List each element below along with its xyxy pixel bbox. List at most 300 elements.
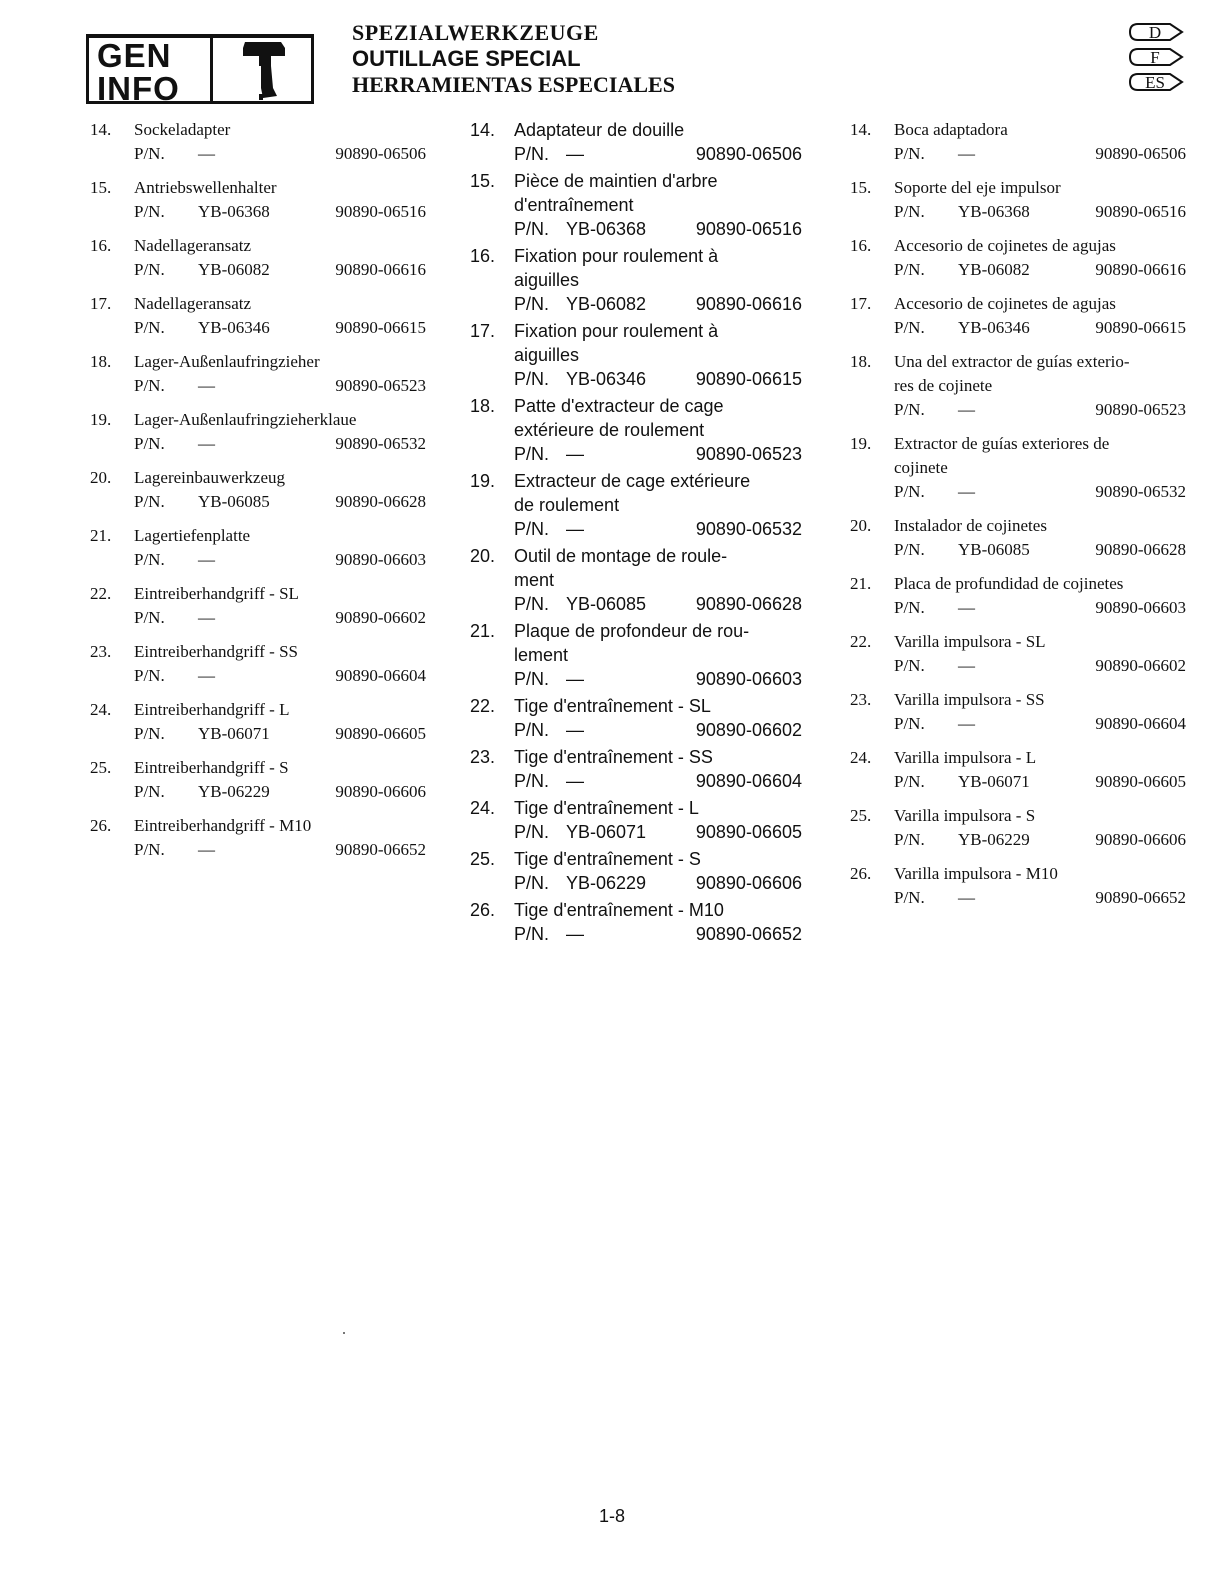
- tool-name-line: [90, 466, 430, 490]
- tool-name-line: [470, 193, 806, 217]
- tool-item: [850, 350, 1190, 422]
- item-number: [470, 493, 514, 517]
- item-number: 22.: [90, 584, 112, 603]
- tool-name: Tige d'entraînement - M10: [514, 900, 724, 920]
- tool-name-line: [470, 394, 806, 418]
- part-number-row: [90, 664, 430, 688]
- part-code: 90890-06615: [335, 318, 426, 337]
- part-number-label: P/N.: [134, 724, 165, 743]
- part-number-label: P/N.: [134, 666, 165, 685]
- tool-name: Lager-Außenlaufringzieherklaue: [134, 410, 357, 429]
- part-code: 90890-06652: [335, 840, 426, 859]
- part-number-label: P/N.: [894, 260, 925, 279]
- part-code: 90890-06604: [695, 771, 802, 791]
- tool-name-line: [90, 234, 430, 258]
- part-number-label: P/N.: [894, 656, 925, 675]
- yb-number: —: [958, 400, 975, 419]
- part-number-label: P/N.: [514, 294, 550, 314]
- yb-number: —: [958, 714, 975, 733]
- part-number-row: [470, 517, 806, 541]
- language-label-es: ES: [1145, 73, 1165, 92]
- item-number: 21.: [90, 526, 112, 545]
- tool-name: Eintreiberhandgriff - SL: [134, 584, 299, 603]
- tool-name-line: [90, 350, 430, 374]
- tool-name: Eintreiberhandgriff - M10: [134, 816, 312, 835]
- part-number-label: P/N.: [514, 444, 550, 464]
- part-code: 90890-06628: [1095, 540, 1186, 559]
- tool-item: [90, 814, 430, 862]
- tool-name: Patte d'extracteur de cage: [514, 396, 724, 416]
- tool-item: [470, 898, 806, 946]
- tool-item: [850, 688, 1190, 736]
- tool-name: Tige d'entraînement - S: [514, 849, 701, 869]
- column-spanish: [850, 118, 1190, 920]
- part-number-label: P/N.: [514, 219, 550, 239]
- tool-name-line: [470, 745, 806, 769]
- tool-name-line: [470, 847, 806, 871]
- tool-name: res de cojinete: [894, 376, 993, 395]
- tool-name-line: [850, 292, 1190, 316]
- part-number-row: [470, 769, 806, 793]
- tool-name-line: [90, 292, 430, 316]
- title-de: SPEZIALWERKZEUGE: [352, 20, 599, 45]
- part-number-row: [90, 258, 430, 282]
- item-number: 26.: [850, 864, 872, 883]
- tool-name: Pièce de maintien d'arbre: [514, 171, 718, 191]
- part-number-label: P/N.: [894, 318, 925, 337]
- part-number-row: [850, 712, 1190, 736]
- tool-name-line: [850, 746, 1190, 770]
- part-number-row: [470, 367, 806, 391]
- part-number-row: [470, 871, 806, 895]
- yb-number: —: [566, 771, 584, 791]
- tool-item: [850, 804, 1190, 852]
- tool-name-line: [850, 374, 1190, 398]
- item-number: 24.: [470, 798, 496, 818]
- item-number: 25.: [470, 849, 496, 869]
- tool-name-line: [470, 469, 806, 493]
- tool-item: [90, 698, 430, 746]
- part-number-label: P/N.: [514, 822, 550, 842]
- part-number-label: P/N.: [514, 669, 550, 689]
- part-code: 90890-06615: [695, 369, 802, 389]
- part-number-row: [90, 722, 430, 746]
- part-number-row: [90, 490, 430, 514]
- part-number-row: [470, 217, 806, 241]
- part-number-row: [470, 292, 806, 316]
- item-number: 23.: [90, 642, 112, 661]
- tool-name: Lagereinbauwerkzeug: [134, 468, 286, 487]
- part-number-label: P/N.: [894, 540, 925, 559]
- part-number-label: P/N.: [894, 772, 925, 791]
- yb-number: —: [198, 840, 215, 859]
- yb-number: —: [198, 434, 215, 453]
- part-code: 90890-06628: [335, 492, 426, 511]
- tool-name: Adaptateur de douille: [514, 120, 685, 140]
- tool-name: d'entraînement: [514, 195, 634, 215]
- yb-number: YB-06346: [198, 318, 270, 337]
- part-code: 90890-06652: [695, 924, 802, 944]
- tool-item: [470, 394, 806, 466]
- item-number: [470, 568, 514, 592]
- badge-line-info: INFO: [97, 70, 180, 107]
- part-number-row: [470, 820, 806, 844]
- tool-name: Fixation pour roulement à: [514, 321, 719, 341]
- part-code: 90890-06602: [695, 720, 802, 740]
- yb-number: —: [566, 144, 584, 164]
- part-number-label: P/N.: [134, 202, 165, 221]
- tool-item: [470, 319, 806, 391]
- tool-item: [470, 619, 806, 691]
- tool-item: [850, 514, 1190, 562]
- item-number: 23.: [470, 747, 496, 767]
- tool-item: [90, 118, 430, 166]
- yb-number: YB-06082: [198, 260, 270, 279]
- tool-item: [850, 630, 1190, 678]
- yb-number: —: [198, 608, 215, 627]
- tool-name: Eintreiberhandgriff - S: [134, 758, 289, 777]
- tool-name-line: [470, 619, 806, 643]
- tool-name: Nadellageransatz: [134, 294, 252, 313]
- tool-name: de roulement: [514, 495, 620, 515]
- part-number-row: [90, 606, 430, 630]
- item-number: [470, 343, 514, 367]
- item-number: 20.: [470, 546, 496, 566]
- tool-name: ment: [514, 570, 555, 590]
- tool-name-line: [90, 698, 430, 722]
- part-number-row: [90, 432, 430, 456]
- item-number: 25.: [850, 806, 872, 825]
- yb-number: YB-06071: [958, 772, 1030, 791]
- part-code: 90890-06606: [695, 873, 802, 893]
- section-titles: [352, 20, 675, 98]
- tool-name-line: [470, 544, 806, 568]
- item-number: 15.: [470, 171, 496, 191]
- part-code: 90890-06532: [335, 434, 426, 453]
- tool-name-line: [850, 456, 1190, 480]
- item-number: 15.: [850, 178, 872, 197]
- yb-number: —: [958, 888, 975, 907]
- item-number: [470, 643, 514, 667]
- tool-name-line: [470, 244, 806, 268]
- tool-name: Instalador de cojinetes: [894, 516, 1047, 535]
- part-number-label: P/N.: [894, 144, 925, 163]
- scan-speck: [343, 1332, 345, 1334]
- tool-item: [90, 756, 430, 804]
- tool-name: Tige d'entraînement - SS: [514, 747, 713, 767]
- item-number: 14.: [850, 120, 872, 139]
- tool-name: lement: [514, 645, 569, 665]
- part-number-label: P/N.: [134, 318, 165, 337]
- tool-name-line: [90, 582, 430, 606]
- yb-number: YB-06368: [566, 219, 647, 239]
- yb-number: YB-06229: [958, 830, 1030, 849]
- column-french: [470, 118, 806, 949]
- part-code: 90890-06615: [1095, 318, 1186, 337]
- part-code: 90890-06506: [695, 144, 802, 164]
- tool-name-line: [850, 862, 1190, 886]
- tool-name: Boca adaptadora: [894, 120, 1008, 139]
- tool-name: Fixation pour roulement à: [514, 246, 719, 266]
- column-german: [90, 118, 430, 872]
- item-number: 21.: [470, 621, 496, 641]
- part-number-label: P/N.: [134, 782, 165, 801]
- part-code: 90890-06506: [1095, 144, 1186, 163]
- tool-item: [850, 432, 1190, 504]
- tool-name-line: [470, 169, 806, 193]
- yb-number: YB-06071: [198, 724, 270, 743]
- yb-number: —: [958, 482, 975, 501]
- item-number: 26.: [470, 900, 496, 920]
- tool-name: Placa de profundidad de cojinetes: [894, 574, 1124, 593]
- tool-name-line: [470, 343, 806, 367]
- tool-name-line: [470, 268, 806, 292]
- item-number: 25.: [90, 758, 112, 777]
- tool-name-line: [850, 572, 1190, 596]
- part-number-row: [470, 442, 806, 466]
- part-code: 90890-06603: [695, 669, 802, 689]
- part-code: 90890-06602: [335, 608, 426, 627]
- part-number-row: [850, 596, 1190, 620]
- part-number-row: [90, 316, 430, 340]
- yb-number: YB-06229: [198, 782, 270, 801]
- yb-number: YB-06085: [198, 492, 270, 511]
- yb-number: YB-06082: [566, 294, 647, 314]
- part-number-row: [850, 398, 1190, 422]
- tool-item: [850, 862, 1190, 910]
- tool-name-line: [90, 756, 430, 780]
- tool-name: aiguilles: [514, 270, 580, 290]
- item-number: 17.: [850, 294, 872, 313]
- part-code: 90890-06604: [335, 666, 426, 685]
- item-number: [470, 268, 514, 292]
- tool-item: [850, 118, 1190, 166]
- part-number-label: P/N.: [134, 376, 165, 395]
- yb-number: YB-06346: [958, 318, 1030, 337]
- tool-name: Extractor de guías exteriores de: [894, 434, 1110, 453]
- part-number-label: P/N.: [134, 840, 165, 859]
- yb-number: YB-06071: [566, 822, 647, 842]
- language-label-d: D: [1148, 23, 1162, 42]
- item-number: 20.: [850, 516, 872, 535]
- part-code: 90890-06516: [335, 202, 426, 221]
- tool-item: [90, 350, 430, 398]
- yb-number: —: [566, 444, 584, 464]
- part-number-label: P/N.: [514, 873, 550, 893]
- tool-item: [470, 469, 806, 541]
- yb-number: YB-06085: [566, 594, 647, 614]
- part-number-row: [470, 142, 806, 166]
- part-code: 90890-06603: [335, 550, 426, 569]
- part-number-row: [90, 780, 430, 804]
- part-number-label: P/N.: [514, 924, 550, 944]
- part-code: 90890-06523: [335, 376, 426, 395]
- item-number: [850, 374, 894, 398]
- yb-number: YB-06368: [958, 202, 1030, 221]
- part-code: 90890-06605: [1095, 772, 1186, 791]
- tool-name: cojinete: [894, 458, 948, 477]
- part-number-label: P/N.: [894, 482, 925, 501]
- tool-name-line: [470, 418, 806, 442]
- tool-name-line: [850, 234, 1190, 258]
- part-number-row: [470, 922, 806, 946]
- part-code: 90890-06603: [1095, 598, 1186, 617]
- part-number-row: [850, 828, 1190, 852]
- title-fr: OUTILLAGE SPECIAL: [352, 46, 581, 71]
- tool-item: [470, 745, 806, 793]
- tool-name: Extracteur de cage extérieure: [514, 471, 751, 491]
- tool-item: [850, 176, 1190, 224]
- tool-name-line: [470, 319, 806, 343]
- tool-item: [470, 169, 806, 241]
- item-number: 16.: [90, 236, 112, 255]
- item-number: [470, 418, 514, 442]
- tool-item: [90, 640, 430, 688]
- yb-number: —: [566, 924, 584, 944]
- tool-name-line: [90, 524, 430, 548]
- yb-number: —: [198, 144, 215, 163]
- part-code: 90890-06616: [695, 294, 802, 314]
- tool-item: [850, 746, 1190, 794]
- part-code: 90890-06523: [1095, 400, 1186, 419]
- tool-item: [850, 234, 1190, 282]
- part-number-label: P/N.: [894, 714, 925, 733]
- tool-name-line: [90, 814, 430, 838]
- item-number: 26.: [90, 816, 112, 835]
- tool-name: Accesorio de cojinetes de agujas: [894, 236, 1116, 255]
- item-number: 16.: [470, 246, 496, 266]
- tool-item: [90, 234, 430, 282]
- part-number-label: P/N.: [514, 720, 550, 740]
- part-code: 90890-06605: [335, 724, 426, 743]
- part-number-row: [90, 548, 430, 572]
- yb-number: —: [958, 656, 975, 675]
- part-number-row: [850, 316, 1190, 340]
- tool-item: [470, 694, 806, 742]
- item-number: 24.: [850, 748, 872, 767]
- tool-name: Varilla impulsora - L: [894, 748, 1037, 767]
- tool-name-line: [470, 493, 806, 517]
- tool-name-line: [850, 688, 1190, 712]
- part-number-label: P/N.: [894, 888, 925, 907]
- part-number-row: [850, 200, 1190, 224]
- part-number-label: P/N.: [894, 830, 925, 849]
- part-code: 90890-06523: [695, 444, 802, 464]
- yb-number: —: [566, 519, 584, 539]
- part-code: 90890-06604: [1095, 714, 1186, 733]
- tool-name-line: [470, 118, 806, 142]
- tool-item: [90, 466, 430, 514]
- tool-item: [470, 847, 806, 895]
- tool-name-line: [470, 568, 806, 592]
- tool-name: Outil de montage de roule-: [514, 546, 728, 566]
- tool-name: Una del extractor de guías exterio-: [894, 352, 1130, 371]
- tool-item: [90, 292, 430, 340]
- tool-name: Antriebswellenhalter: [134, 178, 277, 197]
- tool-item: [850, 292, 1190, 340]
- part-code: 90890-06606: [1095, 830, 1186, 849]
- tool-item: [90, 408, 430, 456]
- part-code: 90890-06605: [695, 822, 802, 842]
- tool-name-line: [90, 118, 430, 142]
- part-code: 90890-06506: [335, 144, 426, 163]
- tool-name: Tige d'entraînement - SL: [514, 696, 711, 716]
- tool-name-line: [850, 514, 1190, 538]
- tool-name: Eintreiberhandgriff - L: [134, 700, 290, 719]
- item-number: 24.: [90, 700, 112, 719]
- part-code: 90890-06532: [695, 519, 802, 539]
- tool-name-line: [90, 408, 430, 432]
- tool-item: [90, 582, 430, 630]
- tool-name: Varilla impulsora - S: [894, 806, 1036, 825]
- part-code: 90890-06616: [1095, 260, 1186, 279]
- tool-name-line: [90, 640, 430, 664]
- part-number-row: [90, 200, 430, 224]
- tool-item: [90, 524, 430, 572]
- yb-number: —: [566, 720, 584, 740]
- part-code: 90890-06602: [1095, 656, 1186, 675]
- part-number-label: P/N.: [134, 260, 165, 279]
- item-number: 16.: [850, 236, 872, 255]
- part-number-row: [850, 886, 1190, 910]
- part-number-label: P/N.: [134, 434, 165, 453]
- tool-name-line: [850, 176, 1190, 200]
- tool-name: Tige d'entraînement - L: [514, 798, 699, 818]
- part-number-row: [850, 770, 1190, 794]
- tool-name: Nadellageransatz: [134, 236, 252, 255]
- badge-text: [89, 37, 213, 107]
- part-number-row: [90, 374, 430, 398]
- part-number-row: [90, 838, 430, 862]
- yb-number: YB-06085: [958, 540, 1030, 559]
- page-number: 1-8: [598, 1506, 625, 1526]
- part-code: 90890-06516: [695, 219, 802, 239]
- part-number-row: [850, 654, 1190, 678]
- tool-item: [470, 796, 806, 844]
- yb-number: —: [198, 666, 215, 685]
- tool-name: Accesorio de cojinetes de agujas: [894, 294, 1116, 313]
- yb-number: YB-06346: [566, 369, 647, 389]
- tool-name: Sockeladapter: [134, 120, 231, 139]
- tool-name: Plaque de profondeur de rou-: [514, 621, 750, 641]
- tool-name-line: [470, 898, 806, 922]
- part-number-row: [470, 592, 806, 616]
- part-code: 90890-06652: [1095, 888, 1186, 907]
- item-number: [470, 193, 514, 217]
- part-number-label: P/N.: [894, 400, 925, 419]
- part-number-label: P/N.: [514, 369, 550, 389]
- part-number-row: [470, 718, 806, 742]
- tool-item: [470, 244, 806, 316]
- tool-name-line: [850, 432, 1190, 456]
- part-number-row: [470, 667, 806, 691]
- yb-number: —: [566, 669, 584, 689]
- outboard-motor-icon: [215, 38, 311, 102]
- part-number-row: [90, 142, 430, 166]
- part-number-label: P/N.: [514, 771, 550, 791]
- tool-item: [850, 572, 1190, 620]
- tool-name: aiguilles: [514, 345, 580, 365]
- tool-name-line: [850, 630, 1190, 654]
- item-number: 15.: [90, 178, 112, 197]
- tool-name: Varilla impulsora - M10: [894, 864, 1058, 883]
- part-number-label: P/N.: [134, 608, 165, 627]
- item-number: 18.: [90, 352, 112, 371]
- language-tabs: [1122, 20, 1186, 94]
- item-number: 20.: [90, 468, 112, 487]
- title-es: HERRAMIENTAS ESPECIALES: [352, 72, 675, 97]
- part-code: 90890-06616: [335, 260, 426, 279]
